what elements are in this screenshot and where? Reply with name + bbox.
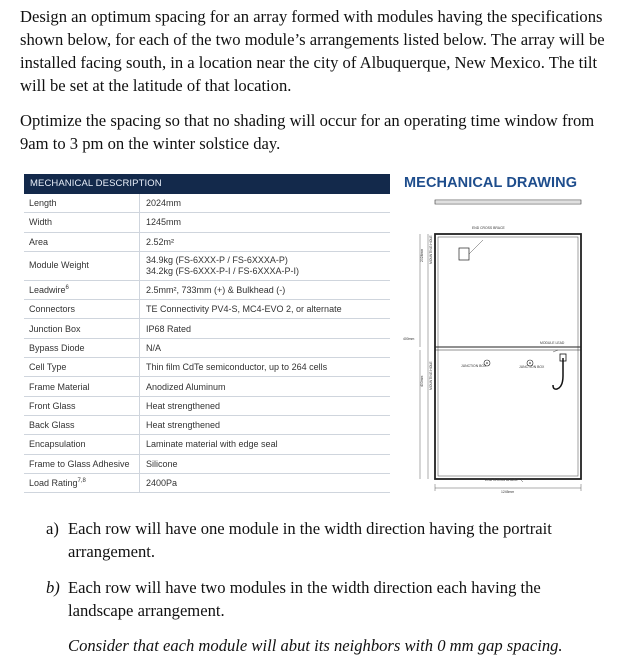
row-value: N/A (140, 338, 391, 357)
table-row (24, 358, 390, 377)
intro-paragraph-2: Optimize the spacing so that no shading will occur for an operating time window from 9am to 3 pm on the winter solstice day. (20, 111, 595, 153)
row-label: Frame to Glass Adhesive (24, 454, 140, 473)
table-row (24, 319, 390, 338)
row-value: Laminate material with edge seal (140, 435, 391, 454)
row-value: Thin film CdTe semiconductor, up to 264 cells (140, 358, 391, 377)
table-row (24, 232, 390, 251)
row-value: IP68 Rated (140, 319, 391, 338)
label-junction-box-right: JUNCTION BOX (519, 365, 545, 369)
table-row (24, 473, 390, 492)
table-row (24, 194, 390, 213)
row-label: Front Glass (24, 396, 140, 415)
row-value: 1245mm (140, 213, 391, 232)
question-b-text: Each row will have two modules in the width direction each having the landscape arrangement. (68, 578, 541, 620)
table-row (24, 338, 390, 357)
label-end-cross-brace-top: END CROSS BRACE (472, 226, 505, 230)
row-label: Length (24, 194, 140, 213)
spacing-note: Consider that each module will abut its neighbors with 0 mm gap spacing. (68, 636, 563, 655)
question-a-text: Each row will have one module in the width direction having the portrait arrangement. (68, 519, 552, 561)
table-row (24, 251, 390, 280)
row-label: Cell Type (24, 358, 140, 377)
row-value: Heat strengthened (140, 396, 391, 415)
label-mounting-hole-upper: MOUNTING HOLE (429, 235, 433, 264)
table-row (24, 396, 390, 415)
row-value: 2.52m² (140, 232, 391, 251)
row-value-line: 34.9kg (FS-6XXX-P / FS-6XXXA-P) (146, 254, 288, 265)
row-value: Heat strengthened (140, 415, 391, 434)
label-module-lead: MODULE LEAD (540, 341, 565, 345)
question-b-letter: b) (46, 578, 60, 597)
table-row (24, 377, 390, 396)
label-width-dimension: 1245mm (501, 490, 515, 494)
label-end-cross-brace-bottom: END CROSS BRACE (485, 478, 518, 482)
row-value: 2400Pa (140, 473, 391, 492)
row-label: Width (24, 213, 140, 232)
module-drawing-svg (395, 192, 605, 502)
junction-box-dot (486, 362, 488, 364)
row-value: 2024mm (140, 194, 391, 213)
row-label: Encapsulation (24, 435, 140, 454)
mechanical-description-table (24, 174, 390, 493)
row-label: Back Glass (24, 415, 140, 434)
row-label (24, 280, 140, 299)
footnote-mark: 7,8 (77, 478, 86, 484)
question-a-letter: a) (46, 519, 59, 538)
mechanical-drawing (395, 192, 605, 502)
row-value: TE Connectivity PV4-S, MC4-EVO 2, or alternate (140, 300, 391, 319)
junction-box-dot (529, 362, 531, 364)
label-junction-box-left: JUNCTION BOX (461, 364, 487, 368)
table-row (24, 454, 390, 473)
footnote-mark: 6 (65, 285, 69, 292)
row-label: Frame Material (24, 377, 140, 396)
table-header: MECHANICAL DESCRIPTION (24, 174, 390, 194)
row-label: Module Weight (24, 251, 140, 280)
table-row (24, 435, 390, 454)
module-frame (435, 234, 581, 479)
row-label: Connectors (24, 300, 140, 319)
spec-table-body (24, 194, 390, 493)
row-label: Junction Box (24, 319, 140, 338)
label-dimension-lower: 400mm (420, 375, 424, 387)
table-row (24, 415, 390, 434)
label-mounting-hole-lower: MOUNTING HOLE (429, 361, 433, 390)
label-length-dimension: 2024mm (420, 248, 424, 262)
row-label (24, 473, 140, 492)
label-dimension-mid: 400mm (403, 337, 415, 341)
row-label: Area (24, 232, 140, 251)
table-row (24, 300, 390, 319)
table-row (24, 280, 390, 299)
table-row (24, 213, 390, 232)
row-value (140, 251, 391, 280)
row-value: Anodized Aluminum (140, 377, 391, 396)
row-value-line: 34.2kg (FS-6XXX-P-I / FS-6XXXA-P-I) (146, 265, 300, 276)
row-label-text: Load Rating (29, 478, 78, 488)
intro-paragraph-1: Design an optimum spacing for an array formed with modules having the specifications shown below, for each of the two module’s arrangements listed below. The array will be installed facing south, in a location near the city of Albuquerque, New Mexico. The tilt will be set at the latitude of that location. (20, 7, 605, 95)
row-label-text: Leadwire (29, 285, 66, 296)
row-label: Bypass Diode (24, 338, 140, 357)
row-value: Silicone (140, 454, 391, 473)
row-value: 2.5mm², 733mm (+) & Bulkhead (-) (140, 280, 391, 299)
mechanical-drawing-title: MECHANICAL DRAWING (404, 175, 578, 191)
